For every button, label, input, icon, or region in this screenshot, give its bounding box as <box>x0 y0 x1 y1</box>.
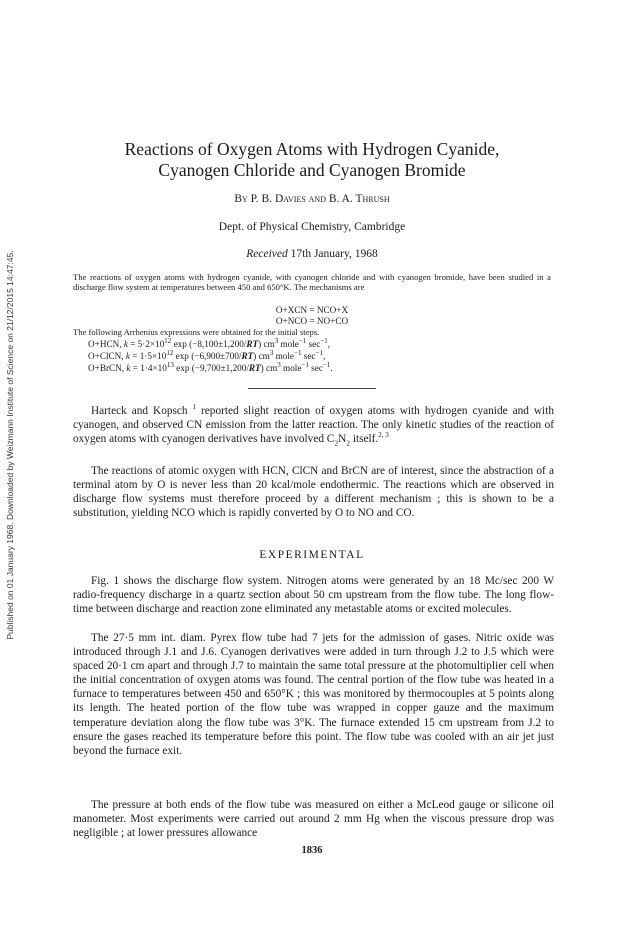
author-2: B. A. Thrush <box>328 193 390 205</box>
author-1: P. B. Davies <box>250 193 306 205</box>
affiliation: Dept. of Physical Chemistry, Cambridge <box>218 221 406 233</box>
experimental-paragraph-3: The pressure at both ends of the flow tube was measured on either a McLeod gauge or silicone oil manometer. Most experiments were carried out around 2 mm Hg when the viscous pressure drop was negligible ; at lower pressures allowance <box>73 799 554 840</box>
received-label: Received <box>246 248 288 260</box>
byline-prefix: By <box>234 193 248 205</box>
byline-and: and <box>308 193 326 205</box>
received-line <box>0 248 624 260</box>
intro-paragraph-2: The reactions of atomic oxygen with HCN, ClCN and BrCN are of interest, since the abstraction of a terminal atom by O is never less than 20 kcal/mole endothermic. The reactions which are observed in discharge flow systems must therefore proceed by a different mechanism ; this is shown to be a substitution, yielding NCO which is rapidly converted by O to NO and CO. <box>73 465 554 520</box>
experimental-paragraph-2: The 27·5 mm int. diam. Pyrex flow tube had 7 jets for the admission of gases. Nitric oxide was introduced through J.1 and J.6. Cyanogen derivatives were added in turn through J.2 to J.5 which were spaced 20·1 cm apart and through J.7 to maintain the same total pressure at the photomultiplier cell when the initial concentration of oxygen atoms was found. The central portion of the flow tube was heated in a furnace to temperatures between 450 and 650°K ; this was monitored by thermocouples at 5 points along its length. The heated portion of the flow tube was wrapped in copper gauze and the maximum temperature deviation along the flow tube was 3°K. The furnace extended 15 cm upstream from J.2 to ensure the gases reached its temperature before this point. The flow tube was cooled with an air jet just beyond the furnace exit. <box>73 632 554 757</box>
arrhenius-row: O+ClCN, $k = 1\cdot 5\times 10^{12}$ exp (−6,900±700/RT) $cm^3$ mole$^{-1}$ $\sec^{-1}$, <box>88 348 326 361</box>
download-note: Published on 01 January 1968. Downloaded by Weizmann Institute of Science on 21/12/2015 14:47:45. <box>5 250 15 640</box>
arrhenius-row: O+BrCN, $k = 1\cdot 4\times 10^{13}$ exp (−9,700±1,200/RT) $cm^3$ mole$^{-1}$ $\sec^{-1}$. <box>88 360 333 373</box>
byline <box>0 193 624 205</box>
received-date: 17th January, 1968 <box>290 248 378 260</box>
mechanism-1: O+XCN = NCO+X <box>275 305 349 315</box>
paper-title-line-2: Cyanogen Chloride and Cyanogen Bromide <box>158 160 466 180</box>
intro-paragraph-1: Harteck and Kopsch $^1$ reported slight reaction of oxygen atoms with hydrogen cyanide and with cyanogen, and observed CN emission from the latter reaction. The only kinetic studies of the reaction of oxygen atoms with cyanogen derivatives have involved $C_2N_2$ itself.$^{2, 3}$ <box>73 403 554 448</box>
section-heading: EXPERIMENTAL <box>259 549 365 561</box>
abstract-text-2: The following Arrhenius expressions were obtained for the initial steps. <box>73 327 320 337</box>
mechanism-2: O+NCO = NO+CO <box>275 316 349 326</box>
page-number: 1836 <box>301 845 323 856</box>
arrhenius-row: O+HCN, $k = 5\cdot 2\times 10^{12}$ exp (−8,100±1,200/RT) $cm^3$ mole$^{-1}$ $\sec^{-1}$, <box>88 336 331 349</box>
experimental-paragraph-1: Fig. 1 shows the discharge flow system. Nitrogen atoms were generated by an 18 Mc/sec 200 W radio-frequency discharge in a quartz section about 50 cm upstream from the flow tube. The long flow-time between discharge and reaction zone eliminated any metastable atoms or excited molecules. <box>73 575 554 616</box>
abstract-divider <box>248 388 376 389</box>
paper-title-line-1: Reactions of Oxygen Atoms with Hydrogen Cyanide, <box>124 139 500 159</box>
abstract-text-1: The reactions of oxygen atoms with hydrogen cyanide, with cyanogen chloride and with cyanogen bromide, have been studied in a discharge flow system at temperatures between 450 and 650°K. The mechanisms are <box>73 272 551 293</box>
